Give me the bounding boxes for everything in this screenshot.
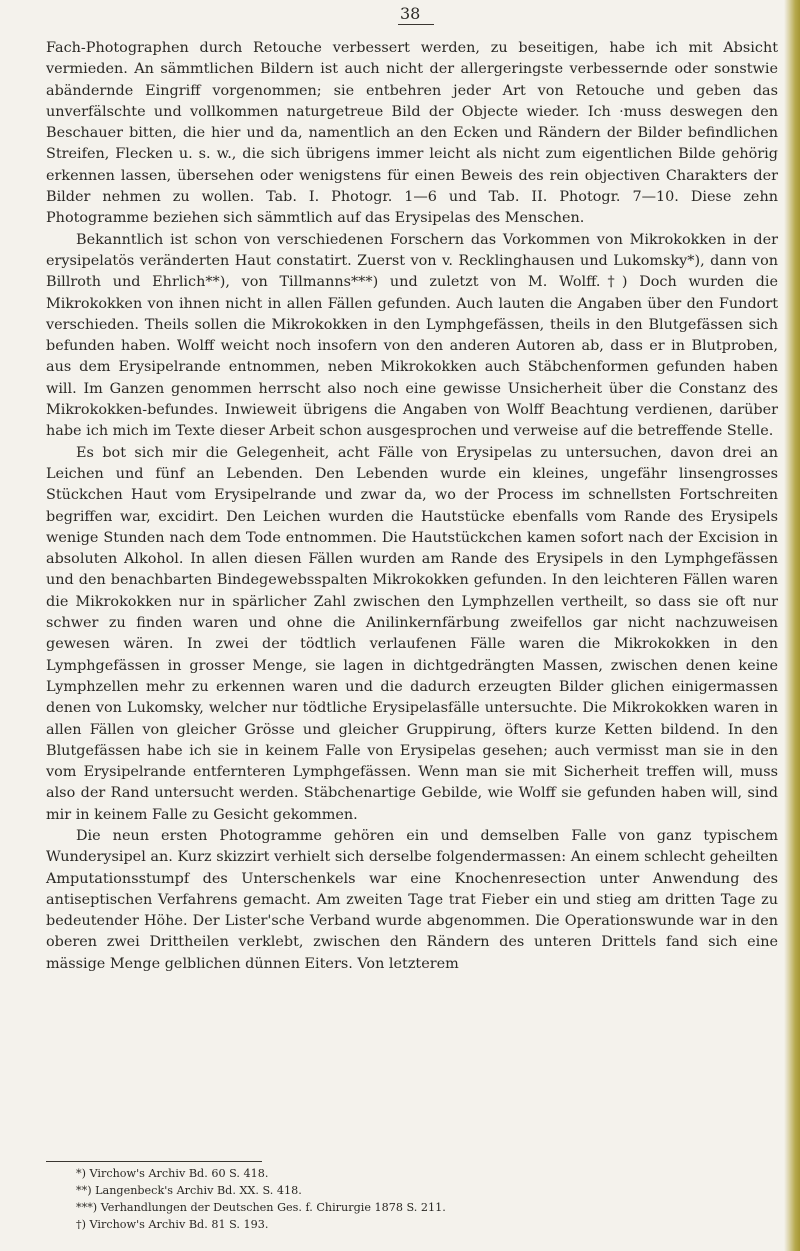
- paragraph-2: Bekanntlich ist schon von verschiedenen Forschern das Vorkommen von Mikrokokken in der erysipelatös veränderten Haut constatirt. Zuerst von v. Recklinghausen und Lukomsky*), dann von Billroth und Ehrlich**), von Tillmanns***) und zuletzt von M. Wolff.†) Doch wurden die Mikrokokken von ihnen nicht in allen Fällen gefunden. Auch lauten die Angaben über den Fundort verschieden. Theils sollen die Mikrokokken in den Lymphgefässen, theils in den Blutgefässen sich befunden haben. Wolff weicht noch insofern von den anderen Autoren ab, dass er in Blutproben, aus dem Erysipelrande entnommen, neben Mikrokokken auch Stäbchenformen gefunden haben will. Im Ganzen genommen herrscht also noch eine gewisse Unsicherheit über die Constanz des Mikrokokken-befundes. Inwieweit übrigens die Angaben von Wolff Beachtung verdienen, darüber habe ich mich im Texte dieser Arbeit schon ausgesprochen und verweise auf die betreffende Stelle.: [46, 231, 778, 440]
- footnotes: [76, 1165, 756, 1233]
- page-edge: [784, 0, 800, 1251]
- footnote-1: *) Virchow's Archiv Bd. 60 S. 418.: [76, 1167, 269, 1180]
- footnote-2: **) Langenbeck's Archiv Bd. XX. S. 418.: [76, 1184, 302, 1197]
- footnote-4: †) Virchow's Archiv Bd. 81 S. 193.: [76, 1218, 269, 1231]
- footnote-3: ***) Verhandlungen der Deutschen Ges. f. Chirurgie 1878 S. 211.: [76, 1201, 446, 1214]
- body-text: [46, 38, 778, 975]
- paragraph-4: Die neun ersten Photogramme gehören ein und demselben Falle von ganz typischem Wunderysipel an. Kurz skizzirt verhielt sich derselbe folgendermassen: An einem schlecht geheilten Amputationsstumpf des Unterschenkels war eine Knochenresection unter Anwendung des antiseptischen Verfahrens gemacht. Am zweiten Tage trat Fieber ein und stieg am dritten Tage zu bedeutender Höhe. Der Lister'sche Verband wurde abgenommen. Die Operationswunde war in den oberen zwei Drittheilen verklebt, zwischen den Rändern des unteren Drittels fand sich eine mässige Menge gelblichen dünnen Eiters. Von letzterem: [46, 827, 778, 972]
- page-number: 38: [400, 4, 421, 23]
- paragraph-1: Fach-Photographen durch Retouche verbessert werden, zu beseitigen, habe ich mit Absicht vermieden. An sämmtlichen Bildern ist auch nicht der allergeringste verbessernde oder sonstwie abändernde Eingriff vorgenommen; sie entbehren jeder Art von Retouche und geben das unverfälschte und vollkommen naturgetreue Bild der Objecte wieder. Ich ·muss deswegen den Beschauer bitten, die hier und da, namentlich an den Ecken und Rändern der Bilder befindlichen Streifen, Flecken u. s. w., die sich übrigens immer leicht als nicht zum eigentlichen Bilde gehörig erkennen lassen, übersehen oder wenigstens für einen Beweis des rein objectiven Charakters der Bilder nehmen zu wollen. Tab. I. Photogr. 1—6 und Tab. II. Photogr. 7—10. Diese zehn Photogramme beziehen sich sämmtlich auf das Erysipelas des Menschen.: [46, 40, 778, 227]
- footnote-rule: [46, 1161, 262, 1162]
- paragraph-3: Es bot sich mir die Gelegenheit, acht Fälle von Erysipelas zu untersuchen, davon drei an Leichen und fünf an Lebenden. Den Lebenden wurde ein kleines, ungefähr linsengrosses Stückchen Haut vom Erysipelrande und zwar da, wo der Process im schnellsten Fortschreiten begriffen war, excidirt. Den Leichen wurden die Hautstücke ebenfalls vom Rande des Erysipels wenige Stunden nach dem Tode entnommen. Die Hautstückchen kamen sofort nach der Excision in absoluten Alkohol. In allen diesen Fällen wurden am Rande des Erysipels in den Lymphgefässen und den benachbarten Bindegewebsspalten Mikrokokken gefunden. In den leichteren Fällen waren die Mikrokokken nur in spärlicher Zahl zwischen den Lymphzellen vertheilt, so dass sie oft nur schwer zu finden waren und ohne die Anilinkernfärbung zweifellos gar nicht nachzuweisen gewesen wären. In zwei der tödtlich verlaufenen Fälle waren die Mikrokokken in den Lymphgefässen in grosser Menge, sie lagen in dichtgedrängten Massen, zwischen denen keine Lymphzellen mehr zu erkennen waren und die dadurch erzeugten Bilder glichen einigermassen denen von Lukomsky, welcher nur tödtliche Erysipelasfälle untersuchte. Die Mikrokokken waren in allen Fällen von gleicher Grösse und gleicher Gruppirung, öfters kurze Ketten bildend. In den Blutgefässen habe ich sie in keinem Falle von Erysipelas gesehen; auch vermisst man sie in den vom Erysipelrande entfernteren Lymphgefässen. Wenn man sie mit Sicherheit treffen will, muss also der Rand untersucht werden. Stäbchenartige Gebilde, wie Wolff sie gefunden haben will, sind mir in keinem Falle zu Gesicht gekommen.: [46, 444, 778, 823]
- page-number-rule: [398, 24, 434, 25]
